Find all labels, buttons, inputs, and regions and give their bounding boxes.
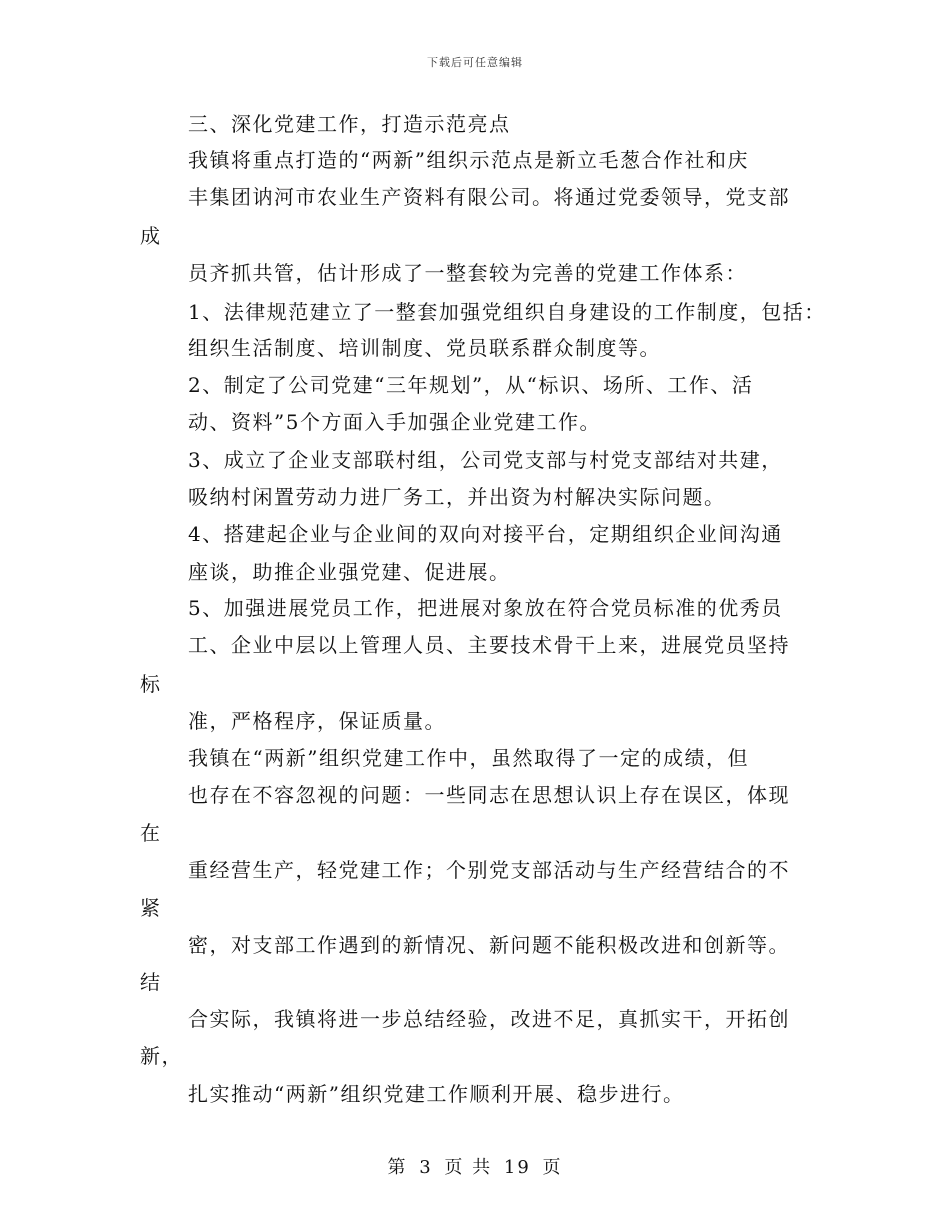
list-item-line: 5、加强进展党员工作，把进展对象放在符合党员标准的优秀员 <box>188 596 783 620</box>
paragraph-line: 在 <box>140 821 162 845</box>
paragraph-line: 成 <box>140 224 162 248</box>
paragraph-line: 也存在不容忽视的问题：一些同志在思想认识上存在误区，体现 <box>188 783 790 807</box>
list-item-line: 3、成立了企业支部联村组，公司党支部与村党支部结对共建， <box>188 448 783 472</box>
list-item-line: 工、企业中层以上管理人员、主要技术骨干上来，进展党员坚持 <box>188 633 790 657</box>
list-item-line: 2、制定了公司党建“三年规划”，从“标识、场所、工作、活 <box>188 373 754 397</box>
paragraph-line: 我镇在“两新”组织党建工作中，虽然取得了一定的成绩，但 <box>188 746 749 770</box>
footer-current-page: 3 <box>419 1157 433 1178</box>
paragraph-line: 丰集团讷河市农业生产资料有限公司。将通过党委领导，党支部 <box>188 185 790 209</box>
section-heading: 三、深化党建工作，打造示范亮点 <box>188 112 511 136</box>
page-footer <box>0 1153 950 1179</box>
list-item-line: 标 <box>140 672 162 696</box>
paragraph-line: 员齐抓共管，估计形成了一整套较为完善的党建工作体系： <box>188 261 747 285</box>
list-item-line: 吸纳村闲置劳动力进厂务工，并出资为村解决实际问题。 <box>188 485 726 509</box>
list-item-line: 4、搭建起企业与企业间的双向对接平台，定期组织企业间沟通 <box>188 522 783 546</box>
paragraph-line: 密，对支部工作遇到的新情况、新问题不能积极改进和创新等。 <box>188 933 790 957</box>
footer-suffix: 页 <box>542 1157 563 1178</box>
paragraph-line: 结 <box>140 970 162 994</box>
list-item-line: 座谈，助推企业强党建、促进展。 <box>188 560 511 584</box>
page-header-note: 下载后可任意编辑 <box>427 56 523 69</box>
list-item-line: 组织生活制度、培训制度、党员联系群众制度等。 <box>188 336 661 360</box>
list-item-line: 准，严格程序，保证质量。 <box>188 709 446 733</box>
paragraph-line: 新， <box>140 1044 183 1068</box>
paragraph-line: 合实际，我镇将进一步总结经验，改进不足，真抓实干，开拓创 <box>188 1007 790 1031</box>
list-item-line: 动、资料”5个方面入手加强企业党建工作。 <box>188 410 601 434</box>
paragraph-line: 紧 <box>140 896 162 920</box>
paragraph-line: 重经营生产，轻党建工作；个别党支部活动与生产经营结合的不 <box>188 858 790 882</box>
footer-total-pages: 19 <box>503 1157 531 1178</box>
list-item-line: 1、法律规范建立了一整套加强党组织自身建设的工作制度，包括： <box>188 300 826 324</box>
paragraph-line: 我镇将重点打造的“两新”组织示范点是新立毛葱合作社和庆 <box>188 148 749 172</box>
paragraph-line: 扎实推动“两新”组织党建工作顺利开展、稳步进行。 <box>188 1082 685 1106</box>
footer-middle: 页 共 <box>444 1157 493 1178</box>
footer-prefix: 第 <box>387 1157 408 1178</box>
